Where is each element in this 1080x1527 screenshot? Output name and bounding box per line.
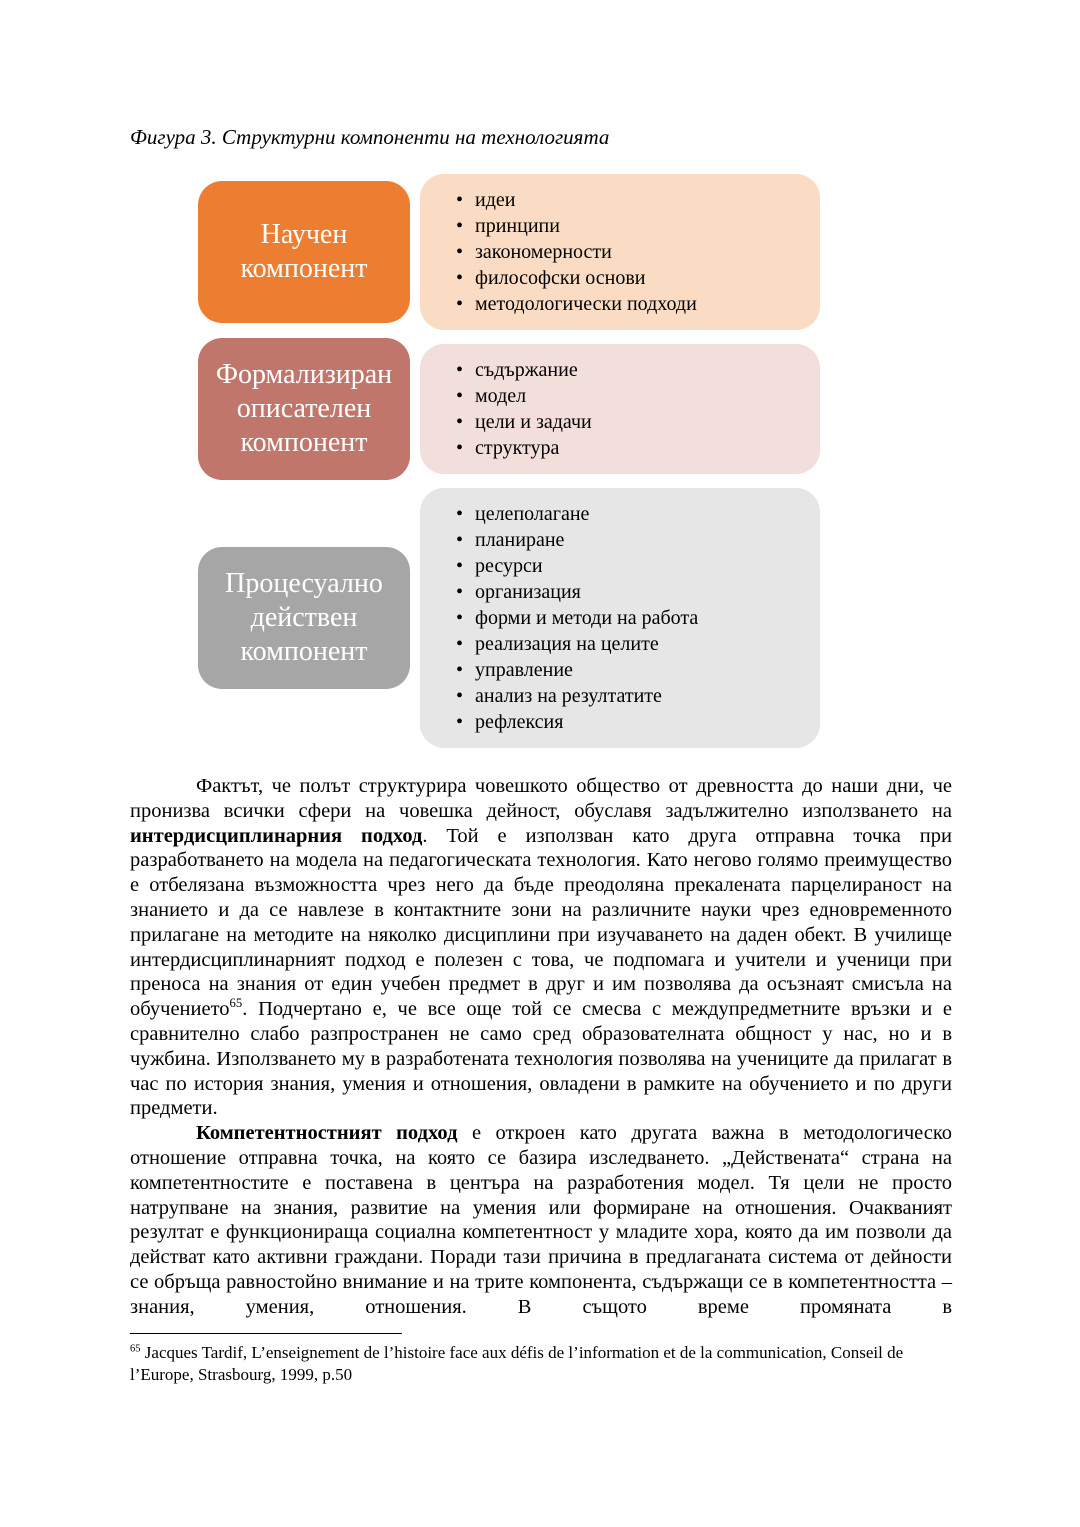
body-text bbox=[130, 774, 952, 1320]
bullet-item: • ресурси bbox=[456, 553, 802, 579]
diagram-row bbox=[198, 338, 952, 480]
bullet-item: • организация bbox=[456, 579, 802, 605]
diagram-row bbox=[198, 174, 952, 330]
bullet-item: • методологически подходи bbox=[456, 291, 802, 317]
paragraph: Компетентностният подход е откроен като другата важна в методологическо отношение отправна точка, на която се базира изследването. „Действената“ страна на компетентностите е поставена в центъра на разработения модел. Тя цели не просто натрупване на знания, развитие на умения или формиране на отношения. Очакваният резултат е функционираща социална компетентност у младите хора, която да им позволи да действат като активни граждани. Поради тази причина в предлаганата система от дейности се обръща равностойно внимание и на трите компонента, съдържащи се в компетентността – знания, умения, отношения. В същото време промяната в bbox=[130, 1122, 953, 1318]
bullet-item: • целеполагане bbox=[456, 501, 802, 527]
bullet-item: • реализация на целите bbox=[456, 631, 802, 657]
figure-caption: Фигура 3. Структурни компоненти на технологията bbox=[130, 125, 610, 149]
bullet-item: • модел bbox=[456, 383, 802, 409]
footnote bbox=[130, 1342, 952, 1387]
page-content bbox=[130, 124, 952, 1387]
component-items bbox=[420, 488, 820, 748]
footnote-text: $^{65}$ Jacques Tardif, L’enseignement de l’histoire face aux défis de l’information et de la communication, Conseil de l’Europe, Strasbourg, 1999, p.50 bbox=[130, 1342, 904, 1385]
bullet-item: • цели и задачи bbox=[456, 409, 802, 435]
bullet-item: • анализ на резултатите bbox=[456, 683, 802, 709]
component-label: Процесуално действен компонент bbox=[198, 547, 410, 689]
bullet-item: • принципи bbox=[456, 213, 802, 239]
bullet-item: • управление bbox=[456, 657, 802, 683]
component-label: Научен компонент bbox=[198, 181, 410, 323]
bullet-item: • планиране bbox=[456, 527, 802, 553]
component-items bbox=[420, 344, 820, 474]
bullet-item: • рефлексия bbox=[456, 709, 802, 735]
component-items bbox=[420, 174, 820, 330]
footnote-rule bbox=[130, 1333, 402, 1334]
bullet-item: • закономерности bbox=[456, 239, 802, 265]
figure-diagram bbox=[198, 174, 952, 748]
bullet-item: • идеи bbox=[456, 187, 802, 213]
bullet-item: • съдържание bbox=[456, 357, 802, 383]
diagram-row bbox=[198, 488, 952, 748]
component-label: Формализиран описателен компонент bbox=[198, 338, 410, 480]
bullet-item: • форми и методи на работа bbox=[456, 605, 802, 631]
bullet-item: • структура bbox=[456, 435, 802, 461]
bullet-item: • философски основи bbox=[456, 265, 802, 291]
paragraph: Фактът, че полът структурира човешкото общество от древността до наши дни, че пронизва всички сфери на човешка дейност, обуславя задължително използването на интердисциплинарния подход. Той е използван като друга отправна точка при разработването на модела на педагогическата технология. Като негово голямо преимущество е отбелязана възможността чрез него да бъде преодоляна прекалената парцелираност на знанието и да се навлезе в контактните зони на различните науки чрез едновременното прилагане на методите на няколко дисциплини при изучаването на даден обект. В училище интердисциплинарният подход е полезен с това, че подпомага и учители и ученици при преноса на знания от един учебен предмет в друг и им позволява да осъзнаят смисъла на обучението$^{65}$. Подчертано е, че все още той се смесва с междупредметните връзки и е сравнително слабо разпространен не само сред образователната общност у нас, но и в чужбина. Използването му в разработената технология позволява на учениците да прилагат в час по история знания, умения и отношения, овладени в рамките на обучението и по други предмети. bbox=[130, 775, 952, 1120]
